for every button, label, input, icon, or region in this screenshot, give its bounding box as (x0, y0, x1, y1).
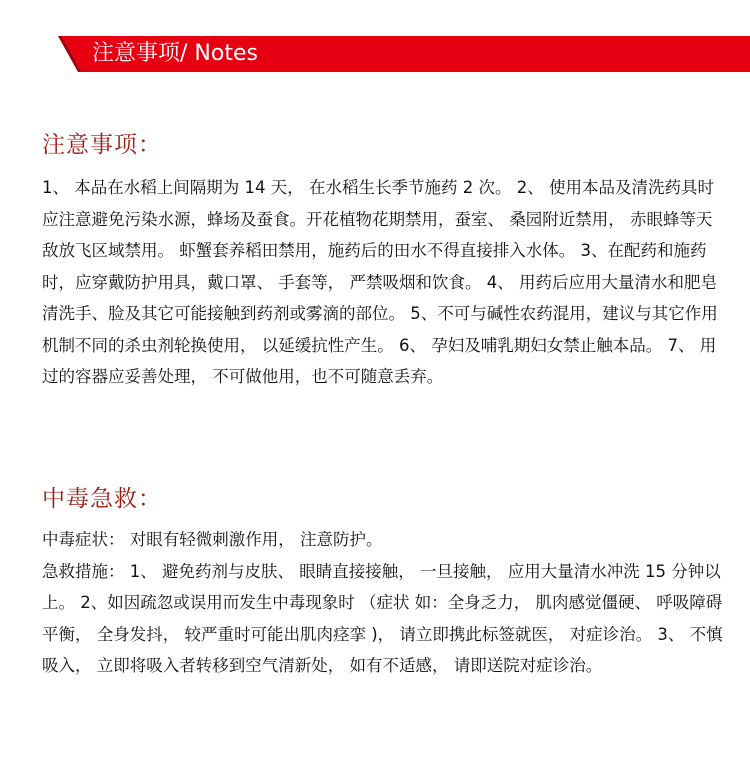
notes-heading: 注意事项： (42, 132, 162, 158)
symptoms-line: 中毒症状： 对眼有轻微刺激作用， 注意防护。 (42, 530, 383, 549)
poisoning-body (42, 524, 724, 682)
firstaid-paragraph: 急救措施： 1、 避免药剂与皮肤、 眼睛直接接触， 一旦接触， 应用大量清水冲洗 15 分钟以上。 2、如因疏忽或误用而发生中毒现象时 （症状 如：全身乏力， 肌肉感觉僵硬、 呼吸障碍平衡， 全身发抖， 较严重时可能出肌肉痉挛 )， 请立即携此标签就医， 对症诊治。 3、 不慎吸入， 立即将吸入者转移到空气清新处， 如有不适感， 请即送院对症诊治。 (42, 561, 723, 675)
section-banner (0, 36, 750, 72)
poisoning-heading: 中毒急救： (42, 486, 162, 512)
notes-paragraph: 1、 本品在水稻上间隔期为 14 天， 在水稻生长季节施药 2 次。 2、 使用本品及清洗药具时应注意避免污染水源，蜂场及蚕食。开花植物花期禁用，蚕室、 桑园附近禁用， 赤眼蜂等天敌放飞区域禁用。 虾蟹套养稻田禁用，施药后的田水不得直接排入水体。 3、在配药和施药时，应穿戴防护用具，戴口罩、 手套等， 严禁吸烟和饮食。 4、 用药后应用大量清水和肥皂清洗手、脸及其它可能接触到药剂或雾滴的部位。 5、不可与碱性农药混用，建议与其它作用机制不同的杀虫剂轮换使用， 以延缓抗性产生。 6、 孕妇及哺乳期妇女禁止触本品。 7、 用过的容器应妥善处理， 不可做他用，也不可随意丢弃。 (42, 178, 718, 386)
banner-title: 注意事项/ Notes (92, 41, 258, 66)
